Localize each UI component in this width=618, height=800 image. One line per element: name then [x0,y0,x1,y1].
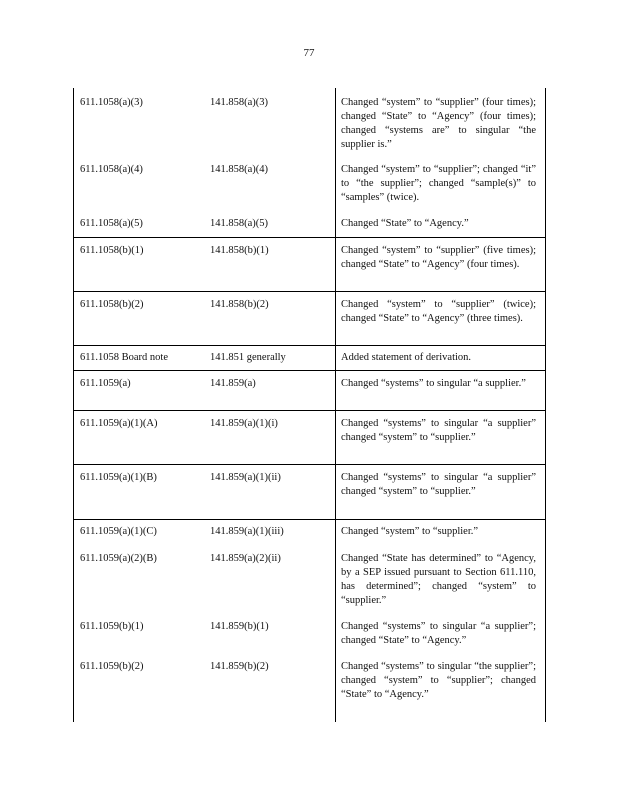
table-cell-change: Changed “system” to “supplier”; changed “it” to “the supplier”; changed “sample(s)” to “samples” (twice). [341,164,539,203]
table-cell-change: Added statement of derivation. [341,352,472,363]
table-cell-new-section: 141.859(a)(1)(i) [210,418,278,429]
table-cell-change: Changed “system” to “supplier” (four times); changed “State” to “Agency” (four times); changed “systems are” to singular “the supplier is.” [341,97,539,150]
table-cell-section: 611.1058(a)(5) [80,218,143,229]
row-divider [73,345,546,346]
table-cell-new-section: 141.858(a)(4) [210,164,269,175]
row-divider [73,370,546,371]
table-cell-new-section: 141.858(a)(3) [210,97,269,108]
row-divider [73,519,546,520]
row-divider [73,291,546,292]
table-cell-section: 611.1059(b)(2) [80,661,144,672]
table-cell-section: 611.1058(a)(3) [80,97,143,108]
table-cell-new-section: 141.858(b)(2) [210,299,269,310]
table-cell-new-section: 141.859(a) [210,378,256,389]
table-cell-change: Changed “systems” to singular “a supplier” changed “system” to “supplier.” [341,472,539,497]
table-cell-change: Changed “State” to “Agency.” [341,218,469,229]
row-divider [73,464,546,465]
table-cell-change: Changed “systems” to singular “a supplier” changed “system” to “supplier.” [341,418,539,443]
table-cell-section: 611.1059(a)(1)(B) [80,472,157,483]
table-cell-new-section: 141.859(b)(1) [210,621,269,632]
table-cell-change: Changed “system” to “supplier” (twice); changed “State” to “Agency” (three times). [341,299,539,324]
table-cell-change: Changed “systems” to singular “a supplier”; changed “State” to “Agency.” [341,621,539,646]
row-divider [73,237,546,238]
table-cell-section: 611.1058(b)(1) [80,245,144,256]
table-cell-section: 611.1059(b)(1) [80,621,144,632]
page-number: 77 [303,47,315,59]
table-cell-new-section: 141.851 generally [210,352,286,363]
table-cell-section: 611.1058 Board note [80,352,168,363]
table-cell-section: 611.1058(b)(2) [80,299,144,310]
table-border-right [545,88,546,722]
table-cell-change: Changed “State has determined” to “Agency, by a SEP issued pursuant to Section 611.110, has determined”; changed “system” to “supplier.” [341,553,539,606]
table-cell-section: 611.1058(a)(4) [80,164,143,175]
table-cell-new-section: 141.859(a)(1)(ii) [210,472,281,483]
table-cell-change: Changed “systems” to singular “the supplier”; changed “system” to “supplier”; changed “State” to “Agency.” [341,661,539,700]
table-cell-section: 611.1059(a)(2)(B) [80,553,157,564]
table-cell-new-section: 141.859(b)(2) [210,661,269,672]
derivation-table [73,88,546,722]
row-divider [73,410,546,411]
table-border-middle [335,88,336,722]
table-cell-section: 611.1059(a) [80,378,131,389]
table-cell-section: 611.1059(a)(1)(C) [80,526,157,537]
table-cell-new-section: 141.858(b)(1) [210,245,269,256]
table-cell-change: Changed “system” to “supplier.” [341,526,479,537]
table-cell-section: 611.1059(a)(1)(A) [80,418,158,429]
table-cell-new-section: 141.858(a)(5) [210,218,269,229]
table-cell-change: Changed “system” to “supplier” (five times); changed “State” to “Agency” (four times). [341,245,539,270]
table-cell-new-section: 141.859(a)(2)(ii) [210,553,281,564]
table-cell-change: Changed “systems” to singular “a supplier.” [341,378,526,389]
table-cell-new-section: 141.859(a)(1)(iii) [210,526,284,537]
table-border-left [73,88,74,722]
